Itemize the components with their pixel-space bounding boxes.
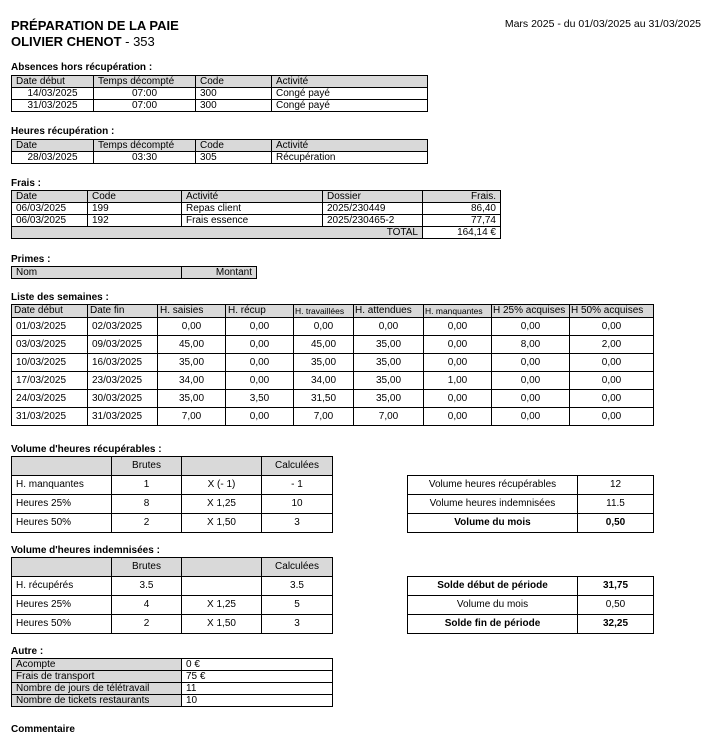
- column-header: H 50% acquises: [570, 305, 654, 318]
- table-cell: 07:00: [94, 100, 196, 112]
- table-cell: 35,00: [294, 354, 354, 372]
- table-cell: 0,00: [226, 336, 294, 354]
- table-cell: 31/03/2025: [88, 408, 158, 426]
- table-row: [12, 514, 333, 533]
- table-cell: 31,50: [294, 390, 354, 408]
- vol-indem-table: [11, 557, 333, 634]
- column-header: Activité: [182, 191, 323, 203]
- table-row: [12, 318, 654, 336]
- column-header: Code: [196, 140, 272, 152]
- summary-row: [408, 577, 654, 596]
- table-cell: 3.5: [112, 577, 182, 596]
- total-value: 164,14 €: [423, 227, 501, 239]
- table-cell: 1,00: [424, 372, 492, 390]
- column-header: H. saisies: [158, 305, 226, 318]
- table-row: [12, 495, 333, 514]
- table-cell: 300: [196, 88, 272, 100]
- column-header: [12, 457, 112, 476]
- column-header: Date fin: [88, 305, 158, 318]
- weeks-table: [11, 304, 654, 426]
- table-cell: 86,40: [423, 203, 501, 215]
- page-title-block: [11, 18, 179, 50]
- frais-table: [11, 190, 501, 239]
- section-title-commentaire: Commentaire: [11, 724, 75, 735]
- table-cell: 0,00: [492, 354, 570, 372]
- table-cell: 09/03/2025: [88, 336, 158, 354]
- table-cell-value: 0 €: [182, 659, 333, 671]
- column-header: Montant: [182, 267, 257, 279]
- column-header: Calculées: [262, 457, 333, 476]
- table-row: [12, 671, 333, 683]
- table-cell: [182, 577, 262, 596]
- section-title-vol-indem: Volume d'heures indemnisées :: [11, 545, 160, 556]
- section-title-vol-recup: Volume d'heures récupérables :: [11, 444, 162, 455]
- table-cell: 3.5: [262, 577, 333, 596]
- summary-label: Volume heures récupérables: [408, 476, 578, 495]
- table-cell: 77,74: [423, 215, 501, 227]
- table-cell: 0,00: [158, 318, 226, 336]
- table-cell: 7,00: [158, 408, 226, 426]
- summary-value: 32,25: [578, 615, 654, 634]
- section-title-semaines: Liste des semaines :: [11, 292, 109, 303]
- table-cell: 0,00: [226, 354, 294, 372]
- table-cell: 45,00: [294, 336, 354, 354]
- summary-value: 0,50: [578, 596, 654, 615]
- table-cell: 0,00: [492, 372, 570, 390]
- table-cell: 0,00: [492, 408, 570, 426]
- column-header: Activité: [272, 76, 428, 88]
- table-cell: 2: [112, 615, 182, 634]
- table-row: [12, 372, 654, 390]
- table-cell-label: Frais de transport: [12, 671, 182, 683]
- table-cell: 35,00: [354, 390, 424, 408]
- table-cell: Frais essence: [182, 215, 323, 227]
- table-cell: 35,00: [354, 336, 424, 354]
- table-cell: 35,00: [158, 390, 226, 408]
- table-cell: 0,00: [492, 390, 570, 408]
- autre-table: [11, 658, 333, 707]
- table-cell: 30/03/2025: [88, 390, 158, 408]
- summary-value: 31,75: [578, 577, 654, 596]
- table-cell-value: 10: [182, 695, 333, 707]
- table-cell: 2025/230449: [323, 203, 423, 215]
- column-header: H. manquantes: [424, 305, 492, 318]
- summary-row: [408, 615, 654, 634]
- column-header: Calculées: [262, 558, 333, 577]
- column-header: [182, 457, 262, 476]
- column-header: Temps décompté: [94, 140, 196, 152]
- table-cell: 03:30: [94, 152, 196, 164]
- period-label: Mars 2025 - du 01/03/2025 au 31/03/2025: [504, 18, 701, 30]
- table-cell: 10/03/2025: [12, 354, 88, 372]
- summary-label: Volume heures indemnisées: [408, 495, 578, 514]
- table-cell: 0,00: [294, 318, 354, 336]
- table-header-row: [12, 457, 333, 476]
- table-cell: X 1,50: [182, 615, 262, 634]
- table-cell: Heures 50%: [12, 514, 112, 533]
- table-cell: 06/03/2025: [12, 215, 88, 227]
- table-cell: 2,00: [570, 336, 654, 354]
- table-cell: X 1,50: [182, 514, 262, 533]
- table-row: [12, 695, 333, 707]
- column-header: [182, 558, 262, 577]
- table-row: [12, 152, 428, 164]
- table-cell: 07:00: [94, 88, 196, 100]
- table-cell: 5: [262, 596, 333, 615]
- table-cell: 0,00: [226, 372, 294, 390]
- absences-table: [11, 75, 428, 112]
- table-cell: 17/03/2025: [12, 372, 88, 390]
- table-cell: 3: [262, 615, 333, 634]
- table-cell: X 1,25: [182, 596, 262, 615]
- table-row: [12, 683, 333, 695]
- table-cell: 06/03/2025: [12, 203, 88, 215]
- summary-value: 12: [578, 476, 654, 495]
- table-row: [12, 596, 333, 615]
- table-row: [12, 615, 333, 634]
- employee-name: OLIVIER CHENOT: [11, 34, 122, 49]
- table-row: [12, 100, 428, 112]
- table-cell: 0,00: [570, 390, 654, 408]
- table-cell: 192: [88, 215, 182, 227]
- section-title-absences: Absences hors récupération :: [11, 62, 153, 73]
- table-cell-label: Acompte: [12, 659, 182, 671]
- table-cell: 10: [262, 495, 333, 514]
- table-cell: Heures 25%: [12, 596, 112, 615]
- table-cell: 0,00: [492, 318, 570, 336]
- table-cell: 35,00: [158, 354, 226, 372]
- column-header: Dossier: [323, 191, 423, 203]
- table-cell: 8: [112, 495, 182, 514]
- table-cell: 01/03/2025: [12, 318, 88, 336]
- table-cell: 0,00: [354, 318, 424, 336]
- column-header: Activité: [272, 140, 428, 152]
- section-title-primes: Primes :: [11, 254, 51, 265]
- column-header: Code: [88, 191, 182, 203]
- column-header: Date: [12, 191, 88, 203]
- table-cell: Heures 25%: [12, 495, 112, 514]
- table-cell: 45,00: [158, 336, 226, 354]
- column-header: H. travaillées: [294, 305, 354, 318]
- table-cell-value: 11: [182, 683, 333, 695]
- table-cell: 300: [196, 100, 272, 112]
- table-cell: 31/03/2025: [12, 100, 94, 112]
- table-cell: H. récupérés: [12, 577, 112, 596]
- table-cell: 0,00: [424, 408, 492, 426]
- table-row: [12, 476, 333, 495]
- column-header: Date: [12, 140, 94, 152]
- section-title-autre: Autre :: [11, 646, 44, 657]
- table-cell: 0,00: [570, 372, 654, 390]
- summary-row: [408, 596, 654, 615]
- table-cell: 2: [112, 514, 182, 533]
- table-cell: 24/03/2025: [12, 390, 88, 408]
- table-cell-label: Nombre de jours de télétravail: [12, 683, 182, 695]
- table-cell: 28/03/2025: [12, 152, 94, 164]
- table-cell: 34,00: [158, 372, 226, 390]
- column-header: Nom: [12, 267, 182, 279]
- summary-value: 11.5: [578, 495, 654, 514]
- table-cell: 23/03/2025: [88, 372, 158, 390]
- table-cell: 305: [196, 152, 272, 164]
- table-cell: 1: [112, 476, 182, 495]
- table-cell: Repas client: [182, 203, 323, 215]
- recup-table: [11, 139, 428, 164]
- table-cell: 0,00: [570, 318, 654, 336]
- table-cell: 8,00: [492, 336, 570, 354]
- table-cell: 3: [262, 514, 333, 533]
- table-cell-label: Nombre de tickets restaurants: [12, 695, 182, 707]
- page-title: PRÉPARATION DE LA PAIE: [11, 18, 179, 33]
- vol-recup-table: [11, 456, 333, 533]
- total-row: [12, 227, 501, 239]
- table-cell: H. manquantes: [12, 476, 112, 495]
- table-cell: 3,50: [226, 390, 294, 408]
- column-header: Date début: [12, 305, 88, 318]
- table-row: [12, 577, 333, 596]
- table-cell: Congé payé: [272, 100, 428, 112]
- table-cell: 14/03/2025: [12, 88, 94, 100]
- table-header-row: [12, 267, 257, 279]
- total-label: TOTAL: [12, 227, 423, 239]
- column-header: Brutes: [112, 558, 182, 577]
- table-header-row: [12, 305, 654, 318]
- table-cell: 199: [88, 203, 182, 215]
- column-header: H. attendues: [354, 305, 424, 318]
- column-header: Frais.: [423, 191, 501, 203]
- table-cell-value: 75 €: [182, 671, 333, 683]
- vol-indem-summary-table: [407, 576, 654, 634]
- table-cell: 02/03/2025: [88, 318, 158, 336]
- table-row: [12, 659, 333, 671]
- summary-label: Solde début de période: [408, 577, 578, 596]
- table-row: [12, 88, 428, 100]
- column-header: [12, 558, 112, 577]
- table-cell: 0,00: [570, 408, 654, 426]
- table-cell: 0,00: [570, 354, 654, 372]
- table-header-row: [12, 140, 428, 152]
- summary-row: [408, 514, 654, 533]
- table-cell: 35,00: [354, 372, 424, 390]
- table-cell: Heures 50%: [12, 615, 112, 634]
- table-row: [12, 390, 654, 408]
- column-header: Brutes: [112, 457, 182, 476]
- column-header: H. récup: [226, 305, 294, 318]
- summary-label: Volume du mois: [408, 596, 578, 615]
- table-header-row: [12, 558, 333, 577]
- table-cell: Congé payé: [272, 88, 428, 100]
- summary-label: Volume du mois: [408, 514, 578, 533]
- table-cell: 16/03/2025: [88, 354, 158, 372]
- table-row: [12, 203, 501, 215]
- table-cell: 0,00: [424, 336, 492, 354]
- table-row: [12, 336, 654, 354]
- summary-row: [408, 476, 654, 495]
- table-cell: 0,00: [424, 390, 492, 408]
- column-header: Temps décompté: [94, 76, 196, 88]
- table-cell: 2025/230465-2: [323, 215, 423, 227]
- summary-label: Solde fin de période: [408, 615, 578, 634]
- table-cell: 31/03/2025: [12, 408, 88, 426]
- table-row: [12, 354, 654, 372]
- summary-value: 0,50: [578, 514, 654, 533]
- primes-table: [11, 266, 257, 279]
- table-cell: 0,00: [226, 318, 294, 336]
- table-cell: Récupération: [272, 152, 428, 164]
- section-title-recup: Heures récupération :: [11, 126, 115, 137]
- summary-row: [408, 495, 654, 514]
- table-cell: 7,00: [354, 408, 424, 426]
- column-header: Date début: [12, 76, 94, 88]
- table-cell: - 1: [262, 476, 333, 495]
- table-cell: 0,00: [424, 354, 492, 372]
- table-header-row: [12, 76, 428, 88]
- table-cell: 4: [112, 596, 182, 615]
- employee-id: - 353: [121, 34, 155, 49]
- employee-line: [11, 34, 179, 50]
- table-cell: 7,00: [294, 408, 354, 426]
- table-cell: 34,00: [294, 372, 354, 390]
- table-row: [12, 215, 501, 227]
- section-title-frais: Frais :: [11, 178, 42, 189]
- table-cell: 03/03/2025: [12, 336, 88, 354]
- table-cell: 0,00: [226, 408, 294, 426]
- table-cell: 0,00: [424, 318, 492, 336]
- vol-recup-summary-table: [407, 475, 654, 533]
- table-header-row: [12, 191, 501, 203]
- table-row: [12, 408, 654, 426]
- table-cell: X 1,25: [182, 495, 262, 514]
- table-cell: X (- 1): [182, 476, 262, 495]
- column-header: Code: [196, 76, 272, 88]
- table-cell: 35,00: [354, 354, 424, 372]
- column-header: H 25% acquises: [492, 305, 570, 318]
